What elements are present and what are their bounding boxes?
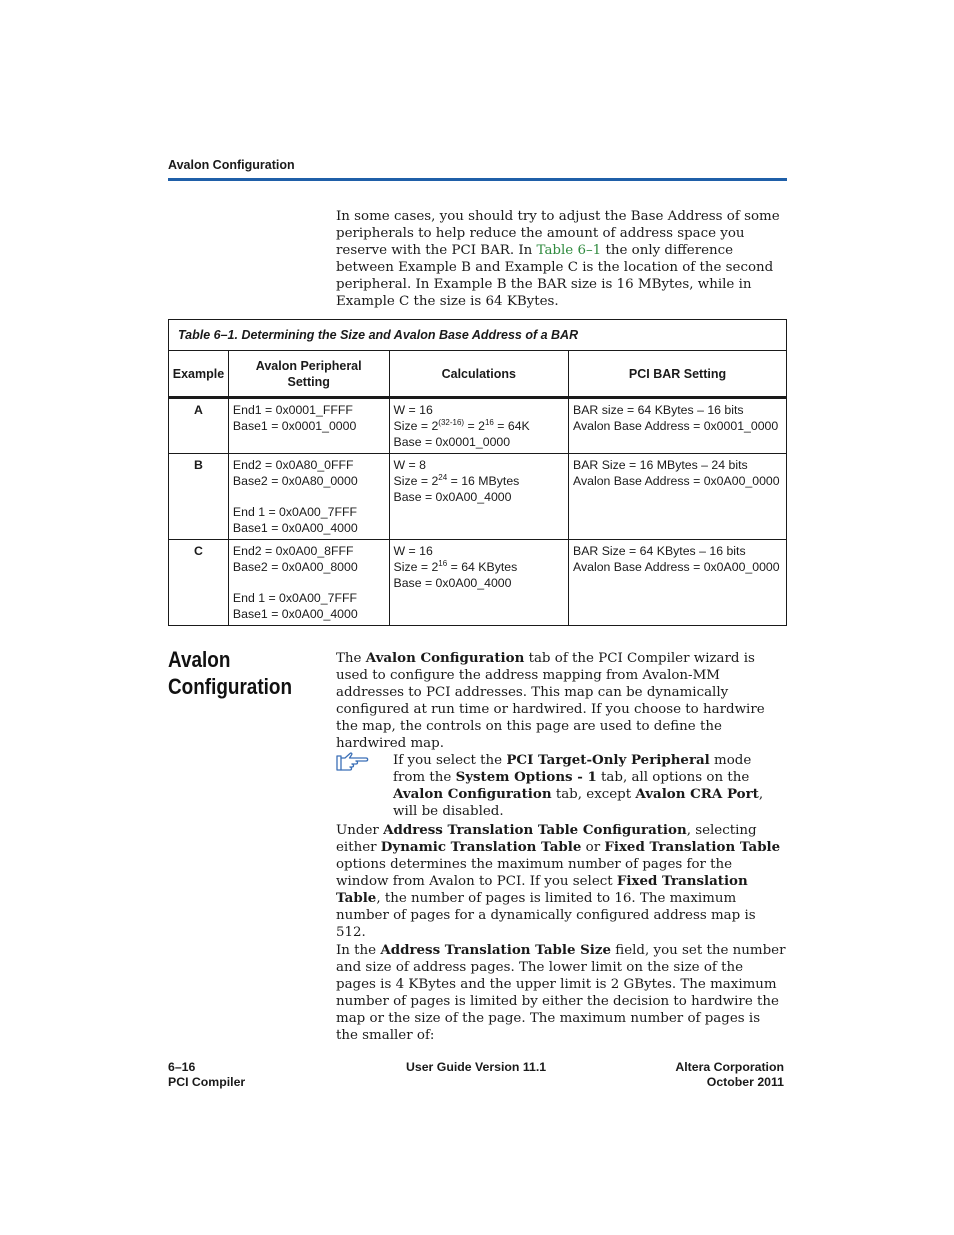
bar-line: BAR size = 64 KBytes – 16 bits (573, 403, 744, 417)
setting-line: End1 = 0x0001_FFFF (232, 403, 353, 417)
section-heading-line2: Configuration (168, 674, 293, 699)
footer-date: October 2011 (706, 1075, 784, 1089)
footer-company: Altera Corporation (675, 1060, 784, 1074)
calc-base: Base = 0x0001_0000 (393, 435, 511, 449)
calc-size-suffix: = 16 MBytes (447, 474, 520, 488)
footer-version: User Guide Version 11.1 (406, 1060, 547, 1074)
intro-text: In some cases, you should try to adjust the Base Address of some peripherals to help reduce the amount of address space you reserve with the PCI BAR. In (336, 209, 780, 258)
table-link[interactable]: Table 6–1 (536, 243, 602, 258)
bar-line: Avalon Base Address = 0x0A00_0000 (573, 474, 780, 488)
bar-line: BAR Size = 16 MBytes – 24 bits (573, 458, 748, 472)
table-caption: Table 6–1. Determining the Size and Avalon Base Address of a BAR (169, 320, 787, 351)
setting-line: Base1 = 0x0A00_4000 (232, 607, 358, 621)
bold-run: Avalon CRA Port (635, 786, 759, 802)
text-run: options determines the maximum number of pages for the window from Avalon to PCI. If you select (336, 857, 733, 889)
spacer (233, 489, 385, 504)
calc-cell (389, 454, 569, 540)
column-header-avalon-setting-text: Avalon Peripheral Setting (255, 358, 362, 389)
calc-w: W = 16 (393, 544, 433, 558)
bar-line: Avalon Base Address = 0x0001_0000 (573, 419, 779, 433)
bar-size-table (168, 319, 787, 626)
section-paragraph-3 (336, 942, 786, 1044)
header-rule (168, 178, 787, 181)
section-heading (168, 646, 292, 700)
bar-cell (569, 540, 787, 626)
column-header-pci-bar: PCI BAR Setting (569, 351, 787, 398)
calc-w: W = 8 (393, 458, 426, 472)
text-run: tab of the PCI Compiler wizard is used to configure the address mapping from Avalon-MM addresses to PCI addresses. This map can be dynamically configured at run time or hardwired. If you choose to hardwire the map, the controls on this page are used to define the hardwired map. (336, 651, 765, 751)
bold-run: Address Translation Table Configuration (383, 822, 687, 838)
section-paragraph-2 (336, 822, 786, 941)
bold-run: Fixed Translation Table (336, 873, 748, 906)
setting-cell (228, 454, 389, 540)
text-run: , selecting either (336, 823, 757, 855)
bold-run: Dynamic Translation Table (380, 839, 582, 855)
pointing-hand-icon (336, 751, 370, 773)
calc-size-suffix: = 64K (493, 419, 530, 433)
text-run: , the number of pages is limited to 16. The maximum number of pages for a dynamically configured address map is 512. (336, 891, 756, 940)
calc-w: W = 16 (393, 403, 433, 417)
table-row (169, 540, 787, 626)
calc-size-suffix: = 64 KBytes (447, 560, 518, 574)
example-cell: B (169, 454, 229, 540)
calc-size (394, 473, 565, 489)
setting-line: Base1 = 0x0A00_4000 (232, 521, 358, 535)
bar-cell (569, 454, 787, 540)
note-paragraph (393, 752, 786, 820)
bar-line: BAR Size = 64 KBytes – 16 bits (573, 544, 746, 558)
calc-size (394, 418, 565, 434)
footer-product: PCI Compiler (168, 1075, 246, 1089)
setting-line: Base1 = 0x0001_0000 (232, 419, 357, 433)
intro-paragraph (336, 208, 786, 310)
text-run: The (336, 651, 366, 666)
setting-line: Base2 = 0x0A80_0000 (232, 474, 358, 488)
setting-line: End2 = 0x0A80_0FFF (232, 458, 354, 472)
calc-size-prefix: Size = 2 (393, 474, 439, 488)
calc-cell (389, 398, 569, 454)
bold-run: System Options - 1 (455, 769, 597, 785)
bar-line: Avalon Base Address = 0x0A00_0000 (573, 560, 780, 574)
text-run: tab, all options on the (596, 770, 750, 785)
setting-cell (228, 398, 389, 454)
bar-cell (569, 398, 787, 454)
text-run: In the (336, 943, 381, 958)
calc-cell (389, 540, 569, 626)
calc-size-exp: 24 (438, 473, 448, 482)
text-run: field, you set the number and size of address pages. The lower limit on the size of the pages is 4 KBytes and the upper limit is 2 GBytes. The maximum number of pages is limited by either the decision to hardwire the map or the size of the page. The maximum number of pages is the smaller of: (336, 943, 786, 1043)
table-row (169, 398, 787, 454)
section-heading-line1: Avalon (168, 647, 231, 672)
calc-base: Base = 0x0A00_4000 (393, 490, 512, 504)
setting-line: Base2 = 0x0A00_8000 (232, 560, 358, 574)
text-run: If you select the (393, 753, 507, 768)
example-cell: A (169, 398, 229, 454)
setting-line: End 1 = 0x0A00_7FFF (232, 505, 357, 519)
footer-right (675, 1060, 784, 1090)
section-paragraph-1 (336, 650, 786, 752)
setting-cell (228, 540, 389, 626)
text-run: mode from the (393, 753, 752, 785)
bold-run: Address Translation Table Size (380, 942, 612, 958)
column-header-avalon-setting (228, 351, 389, 398)
setting-line: End2 = 0x0A00_8FFF (232, 544, 354, 558)
spacer (233, 575, 385, 590)
bold-run: PCI Target-Only Peripheral (506, 752, 710, 768)
column-header-calculations: Calculations (389, 351, 569, 398)
text-run: or (581, 840, 605, 855)
calc-base: Base = 0x0A00_4000 (393, 576, 512, 590)
bold-run: Avalon Configuration (393, 786, 552, 802)
text-run: , will be disabled. (393, 787, 764, 819)
calc-size-prefix: Size = 2 (393, 419, 439, 433)
text-run: tab, except (551, 787, 636, 802)
calc-size (394, 559, 565, 575)
example-cell: C (169, 540, 229, 626)
calc-size-exp1: (32-16) (438, 418, 465, 427)
calc-size-prefix: Size = 2 (393, 560, 439, 574)
column-header-example: Example (169, 351, 229, 398)
bold-run: Avalon Configuration (365, 650, 525, 666)
calc-size-mid: = 2 (464, 419, 485, 433)
table-header-row (169, 351, 787, 398)
table-row (169, 454, 787, 540)
setting-line: End 1 = 0x0A00_7FFF (232, 591, 357, 605)
footer-page-number: 6–16 (168, 1060, 196, 1074)
text-run: Under (336, 823, 384, 838)
running-header: Avalon Configuration (168, 158, 295, 172)
bold-run: Fixed Translation Table (604, 839, 781, 855)
calc-size-exp2: 16 (484, 418, 494, 427)
intro-text-2: the only difference between Example B and Example C is the location of the second peripheral. In Example B the BAR size is 16 MBytes, while in Example C the size is 64 KBytes. (336, 243, 774, 309)
calc-size-exp: 16 (438, 559, 448, 568)
footer-left (168, 1060, 245, 1090)
